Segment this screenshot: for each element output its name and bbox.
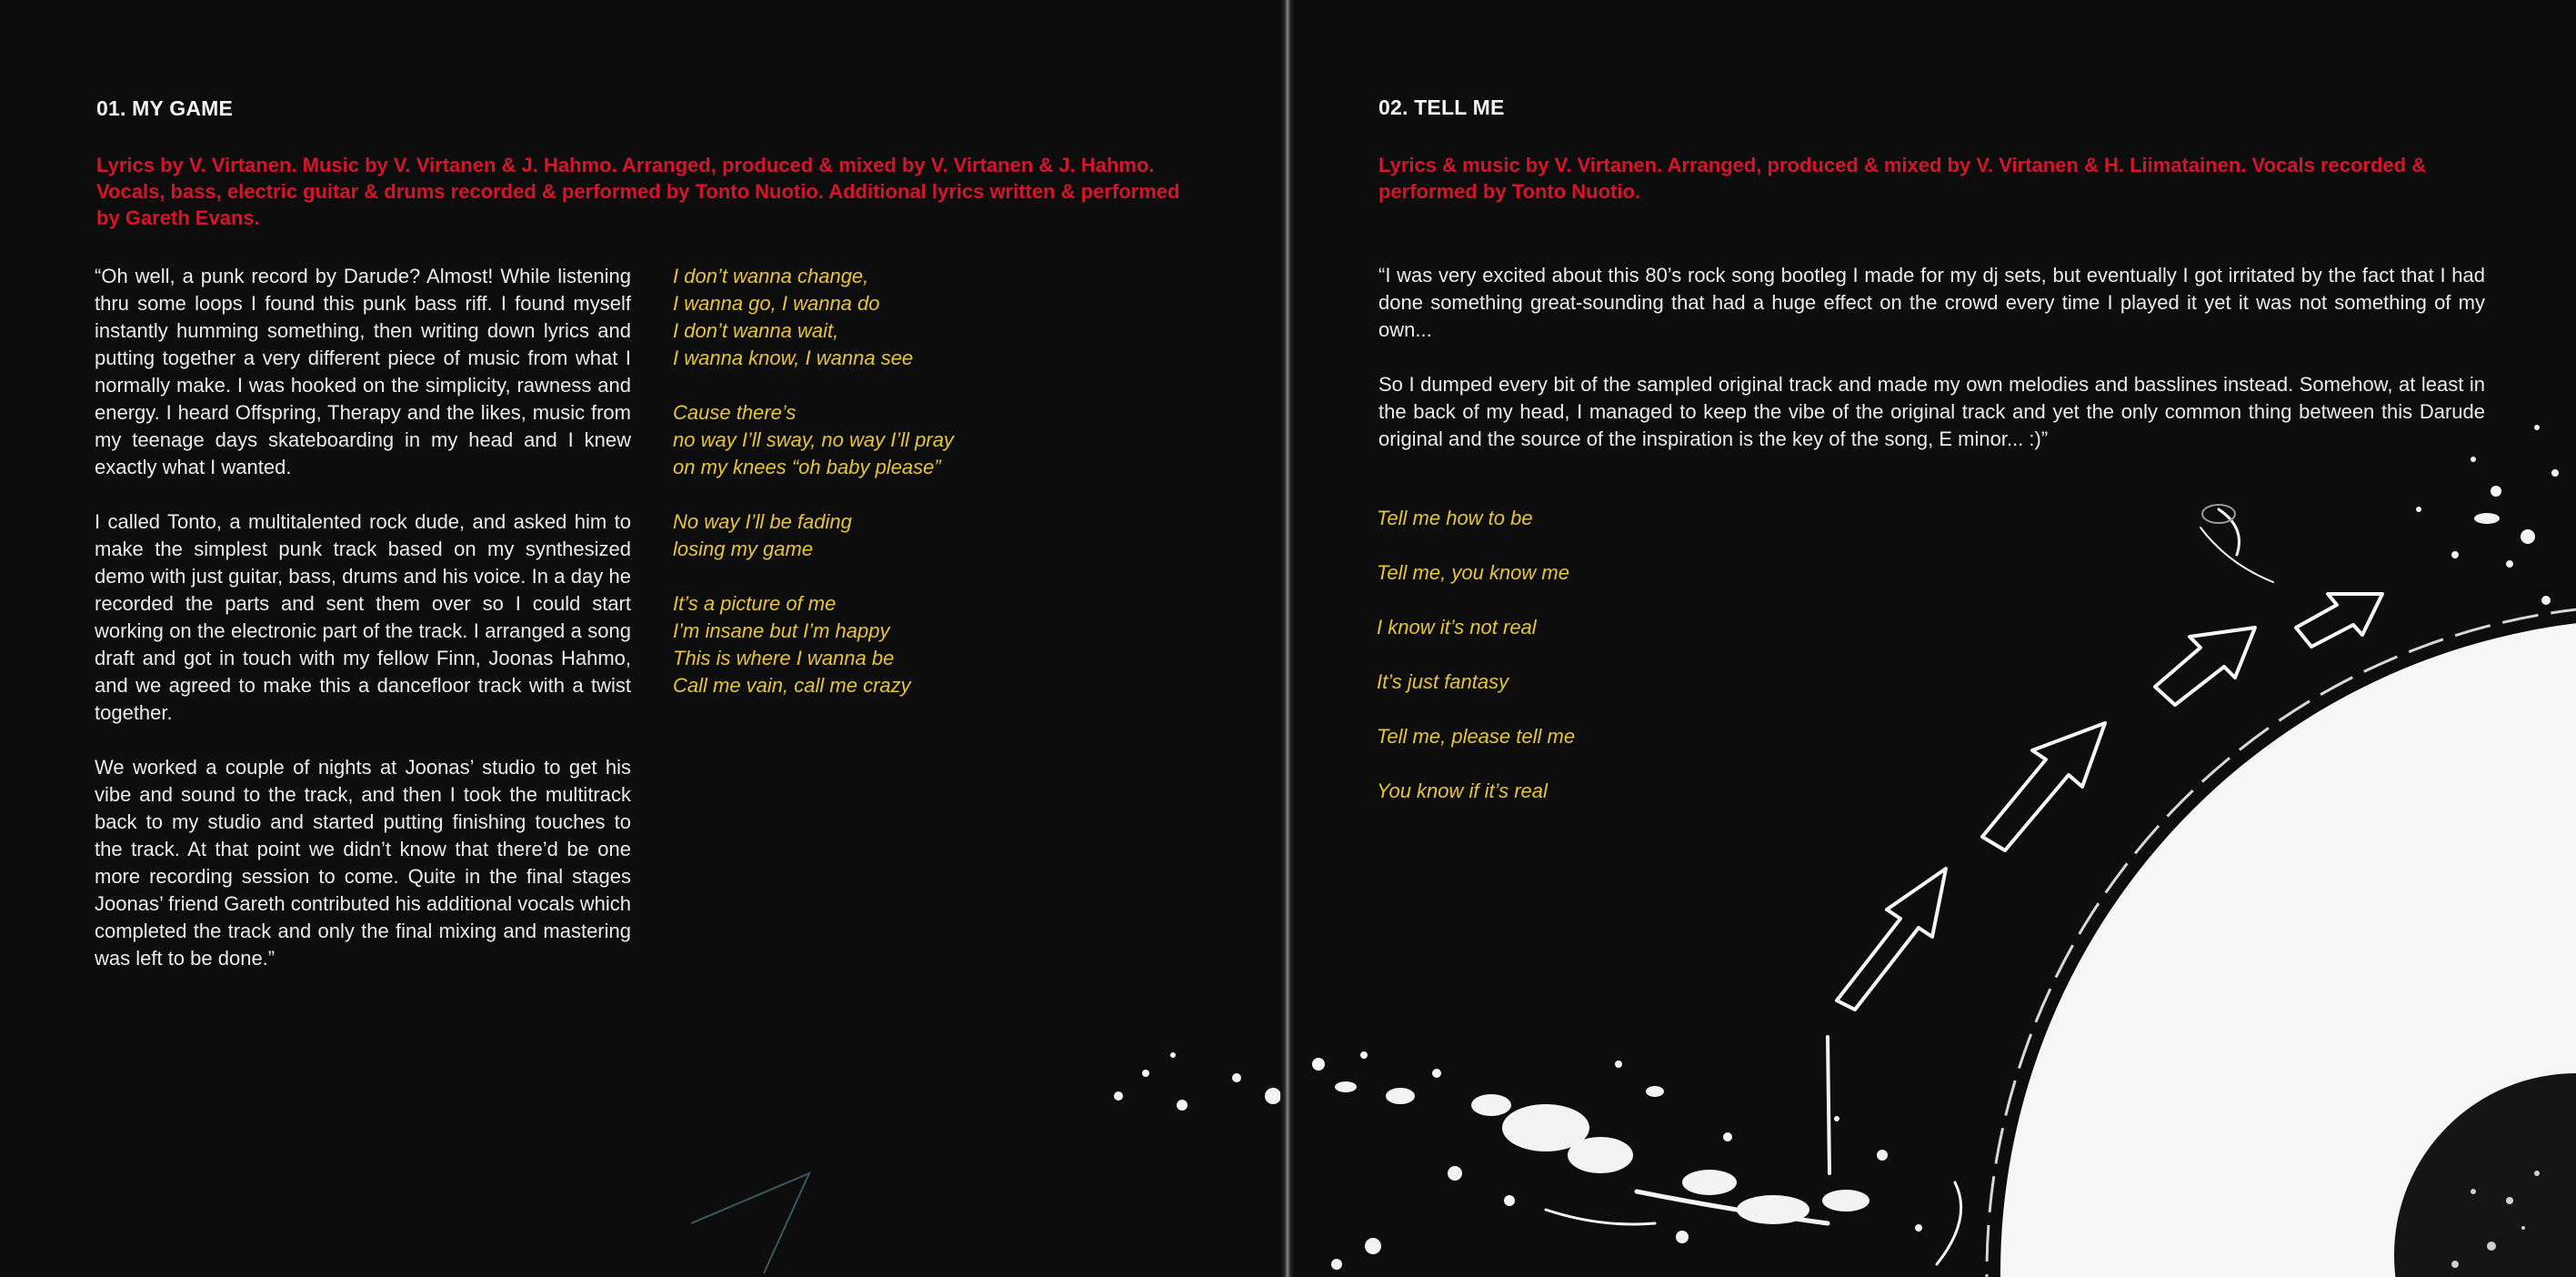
lyric-line: Cause there’s <box>673 401 797 424</box>
lyrics-stanza <box>673 399 954 481</box>
booklet-spine <box>1280 0 1295 1277</box>
lyric-line: It’s a picture of me <box>673 592 837 615</box>
liner-notes <box>95 263 631 1000</box>
lyrics-block <box>1377 505 1575 832</box>
lyric-line: I don’t wanna change, <box>673 265 869 287</box>
lyrics-stanza <box>673 263 954 372</box>
lyrics-stanza <box>673 590 954 699</box>
lyric-line: on my knees “oh baby please” <box>673 456 941 478</box>
lyrics-block <box>673 263 954 727</box>
lyrics-stanza <box>673 508 954 563</box>
lyric-line: Tell me, you know me <box>1377 561 1569 584</box>
lyric-line: You know if it’s real <box>1377 779 1548 802</box>
liner-paragraph: We worked a couple of nights at Joonas’ studio to get his vibe and sound to the track, and then I took the multitrack back to my studio and started putting finishing touches to the track. At that point we didn’t know that there’d be one more recording session to come. Quite in the final stages Joonas’ friend Gareth contributed his additional vocals which completed the track and only the final mixing and mastering was left to be done.” <box>95 756 631 970</box>
lyric-line: Tell me, please tell me <box>1377 725 1576 748</box>
track-title: 02. TELL ME <box>1378 96 1505 119</box>
track-title: 01. MY GAME <box>96 96 234 120</box>
lyric-line: It’s just fantasy <box>1377 670 1509 693</box>
lyric-line: no way I’ll sway, no way I’ll pray <box>673 428 954 451</box>
lyric-line: This is where I wanna be <box>673 647 895 669</box>
track-credits: Lyrics & music by V. Virtanen. Arranged, produced & mixed by V. Virtanen & H. Liimatainen. Vocals recorded & performed by Tonto Nuotio. <box>1378 154 2427 203</box>
lyric-line: Call me vain, call me crazy <box>673 674 911 697</box>
lyric-line: No way I’ll be fading <box>673 510 852 533</box>
liner-notes <box>1378 262 2485 480</box>
liner-paragraph: I called Tonto, a multitalented rock dude, and asked him to make the simplest punk track based on my synthesized demo with just guitar, bass, drums and his voice. In a day he recorded the parts and sent them over so I could start working on the electronic part of the track. I arranged a song draft and got in touch with my fellow Finn, Joonas Hahmo, and we agreed to make this a dancefloor track with a twist together. <box>95 510 631 724</box>
lyric-line: Tell me how to be <box>1377 507 1533 529</box>
liner-paragraph: So I dumped every bit of the sampled original track and made my own melodies and basslines instead. Somehow, at least in the back of my head, I managed to keep the vibe of the original track and yet the only common thing between this Darude original and the source of the inspiration is the key of the song, E minor... :)” <box>1378 373 2485 450</box>
lyric-line: I wanna know, I wanna see <box>673 347 914 369</box>
lyric-line: I’m insane but I’m happy <box>673 619 890 642</box>
lyric-line: I know it’s not real <box>1377 616 1537 638</box>
track-credits: Lyrics by V. Virtanen. Music by V. Virtanen & J. Hahmo. Arranged, produced & mixed by V. Virtanen & J. Hahmo. Vocals, bass, electric guitar & drums recorded & performed by Tonto Nuotio. Additional lyrics written & performed by Gareth Evans. <box>96 154 1180 229</box>
lyric-line: I wanna go, I wanna do <box>673 292 880 315</box>
liner-paragraph: “Oh well, a punk record by Darude? Almost! While listening thru some loops I found this punk bass riff. I found myself instantly humming something, then writing down lyrics and putting together a very different piece of music from what I normally make. I was hooked on the simplicity, rawness and energy. I heard Offspring, Therapy and the likes, music from my teenage days skateboarding in my head and I knew exactly what I wanted. <box>95 265 631 478</box>
lyric-line: losing my game <box>673 538 814 560</box>
liner-paragraph: “I was very excited about this 80’s rock song bootleg I made for my dj sets, but eventually I got irritated by the fact that I had done something great-sounding that had a huge effect on the crowd every time I played it yet it was not something of my own... <box>1378 264 2485 341</box>
lyric-line: I don’t wanna wait, <box>673 319 839 342</box>
sketch-line <box>691 1173 809 1273</box>
